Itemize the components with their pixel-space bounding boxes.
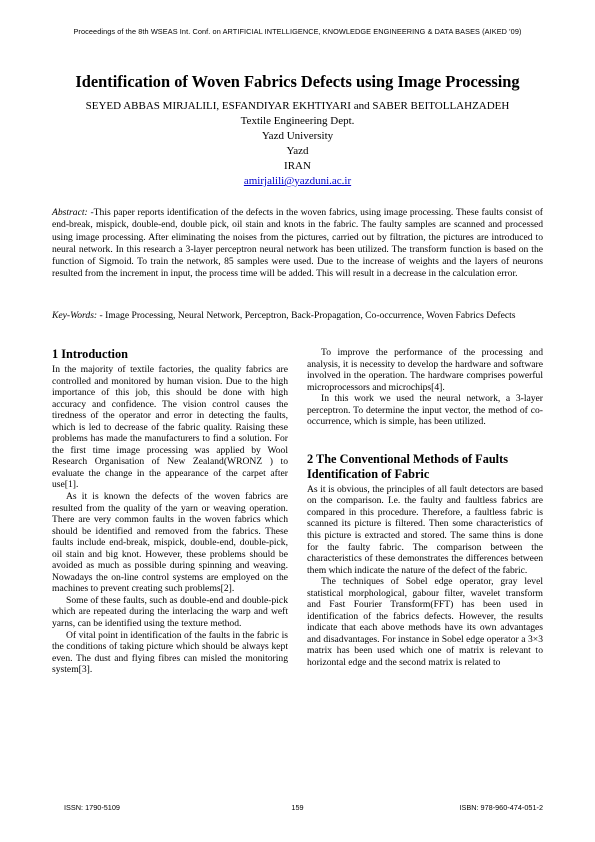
keywords-label: Key-Words:	[52, 310, 98, 321]
abstract-text: -This paper reports identification of the defects in the woven fabrics, using image processing. These faults consist of end-break, mispick, double-end, double pick, oil stain and knots in the fabric. The faulty samples are scanned and processed using image processing. After eliminating the noises from the pictures, carried out by filtration, the pictures are introduced to neural network. In this research a 3-layer perceptron neural network has been utilized. The transform function is based on the function of Sigmoid. To train the network, 85 samples were used. Due to the increase of weights and the layers of neurons resulted from the increment in input, the process time will be added. This will result in a decrease in the calculation error.	[52, 207, 543, 280]
footer-isbn: ISBN: 978-960-474-051-2	[459, 803, 543, 812]
footer-page-number: 159	[291, 803, 304, 812]
author-city: Yazd	[286, 145, 309, 157]
intro-paragraph: Some of these faults, such as double-end and double-pick which are repeated during the interlacing the warp and weft yarns, can be identified using the texture method.	[52, 594, 288, 630]
intro-paragraph: To improve the performance of the processing and analysis, it is necessity to develop the hardware and software involved in the operation. The hardware comprises powerful microprocessors and microchips[4].	[307, 347, 543, 393]
section-gap	[307, 428, 543, 452]
running-header: Proceedings of the 8th WSEAS Int. Conf. on ARTIFICIAL INTELLIGENCE, KNOWLEDGE ENGINEERING & DATA BASES (AIKED '09)	[73, 27, 522, 36]
section-2-paragraph: As it is obvious, the principles of all fault detectors are based on the comparison. I.e. the faulty and faultless fabrics are compared in this procedure. Therefore, a faultless fabric is scanned its picture is filtered. Then some characteristics of this picture is extracted and stored. The same thins is done for the faulty fabric. The comparison between the characteristics of these demonstrates the differences between them which indicate the nature of the defect of the fabric.	[307, 483, 543, 576]
author-department: Textile Engineering Dept.	[240, 115, 355, 127]
section-1-heading: 1 Introduction	[52, 347, 128, 361]
section-2-paragraph: The techniques of Sobel edge operator, gray level statistical morphological, gabour filter, wavelet transform and Fast Fourier Transform(FFT) has been used in identification of the fabrics defects. However, the results indicate that each above methods have its own advantages and disadvantages. For instance in Sobel edge operator a 3×3 matrix has been used which one of matrix is relevant to horizontal edge and the second matrix is related to	[307, 576, 543, 669]
author-names: SEYED ABBAS MIRJALILI, ESFANDIYAR EKHTIYARI and SABER BEITOLLAHZADEH	[85, 100, 510, 112]
intro-paragraph: As it is known the defects of the woven fabrics are resulted from the quality of the yarn or weaving operation. There are very common faults in the woven fabrics which should be identified and removed from the fabrics. These faults include end-break, mispick, double-end, double-pick, oil stain and big knot. However, these problems should be avoided as much as possible during spinning and weaving. Nowadays the on-line control systems are employed on the machines to prevent creating such problems[2].	[52, 491, 288, 595]
author-email-link[interactable]: amirjalili@yazduni.ac.ir	[243, 175, 352, 187]
footer-issn: ISSN: 1790-5109	[64, 803, 120, 812]
intro-paragraph: In the majority of textile factories, the quality fabrics are controlled and monitored by human vision. Due to the high importance of this job, this should be done with high accuracy and confidence. The vision control causes the tiredness of the operator and error in detecting the faults, which is led to decrease of the fabric quality. Raising these problems has made the manufacturers to find a solution. For the first time image processing was applied by Wool Research Organisation of New Zealand(WRONZ ) to evaluate the change in the appearance of the carpet after use[1].	[52, 364, 288, 491]
right-column	[307, 347, 543, 669]
title-block	[40, 72, 555, 189]
paper-title: Identification of Woven Fabrics Defects using Image Processing	[75, 72, 520, 91]
author-university: Yazd University	[261, 130, 334, 142]
intro-paragraph: Of vital point in identification of the faults in the fabric is the conditions of taking picture which should be always kept even. The dust and flying fibres can misled the monitoring system[3].	[52, 629, 288, 676]
keywords	[52, 310, 543, 322]
intro-paragraph: In this work we used the neural network, a 3-layer perceptron. To determine the input vector, the method of co-occurrence, which is simple, has been utilized.	[307, 393, 543, 428]
author-country: IRAN	[284, 160, 311, 172]
keywords-text: - Image Processing, Neural Network, Perceptron, Back-Propagation, Co-occurrence, Woven Fabrics Defects	[97, 310, 516, 321]
left-column	[52, 347, 288, 676]
section-2-heading: 2 The Conventional Methods of Faults Identification of Fabric	[307, 451, 508, 481]
abstract	[52, 207, 543, 281]
abstract-label: Abstract:	[52, 207, 88, 218]
